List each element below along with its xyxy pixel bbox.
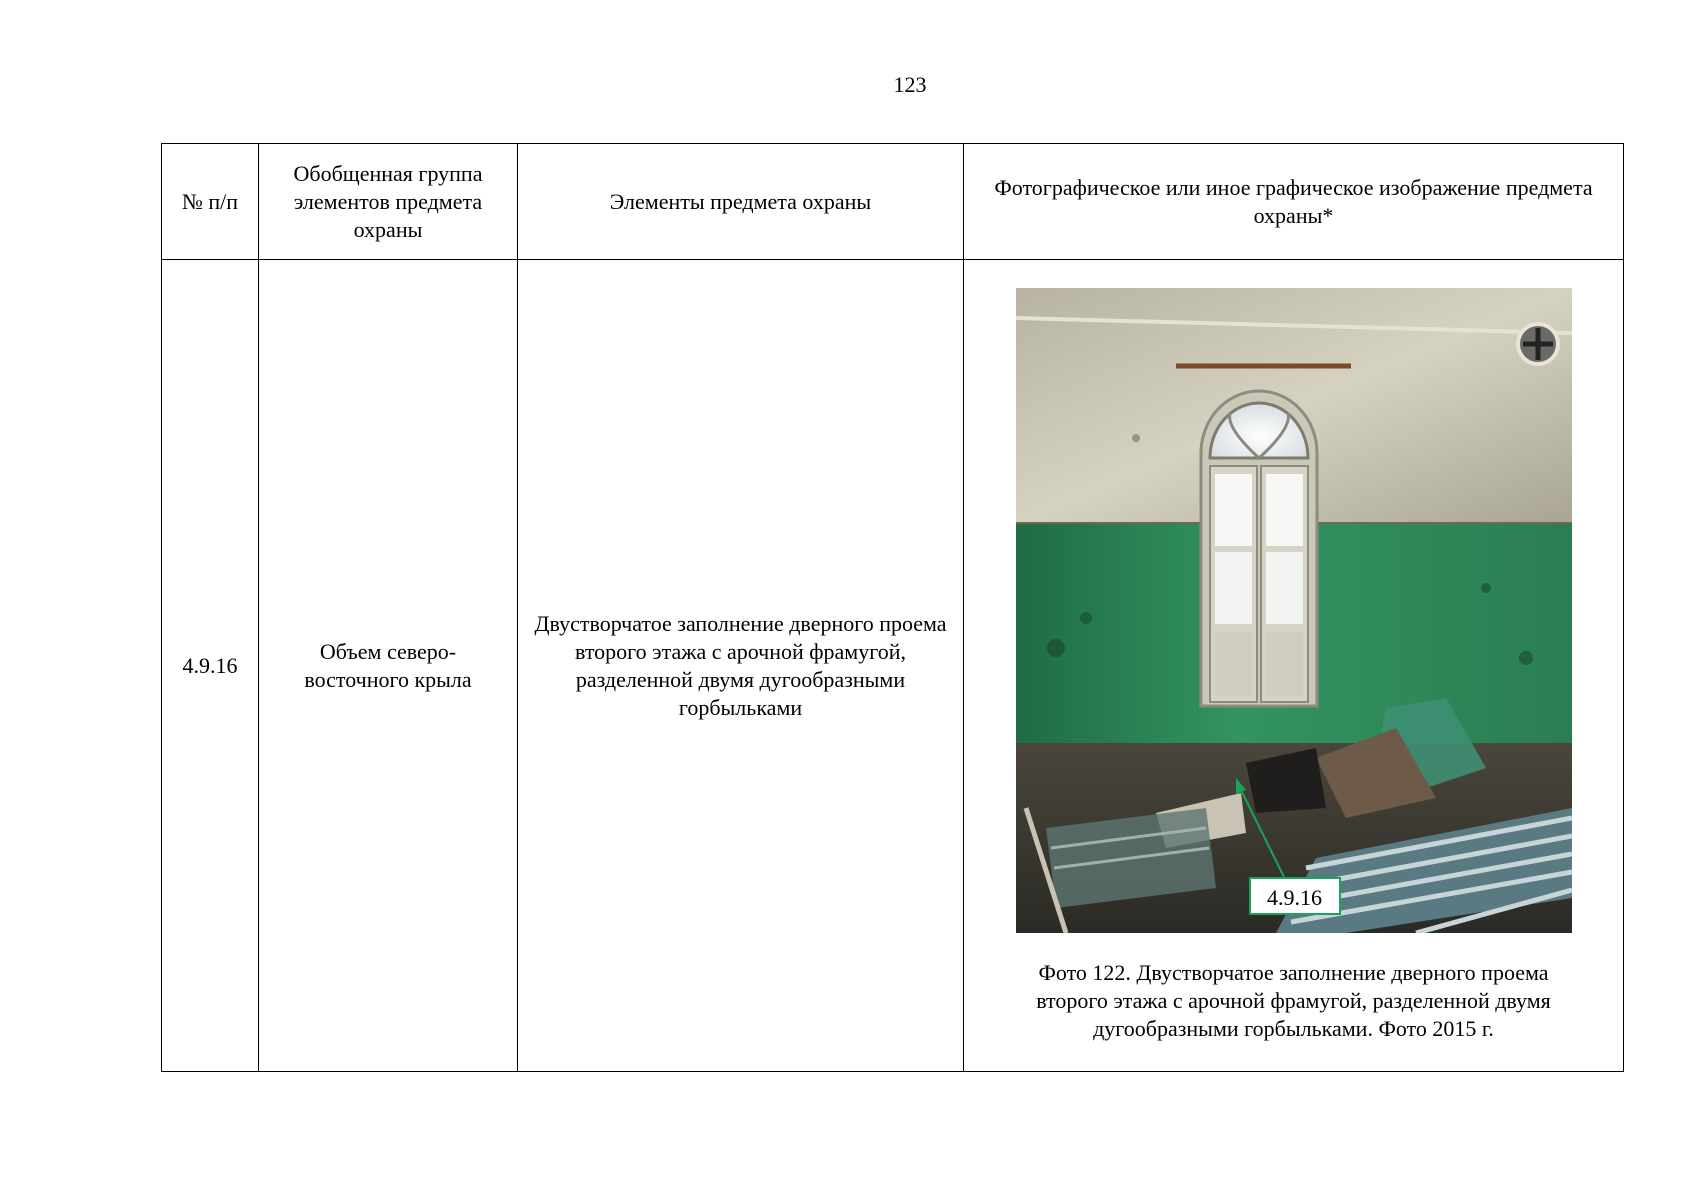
photo-caption: Фото 122. Двустворчатое заполнение дверного проема второго этажа с арочной фрамугой, разделенной двумя дугообразными горбыльками. Фото 2015 г. bbox=[1036, 960, 1551, 1041]
header-image: Фотографическое или иное графическое изображение предмета охраны* bbox=[964, 144, 1624, 260]
photo-callout-label: 4.9.16 bbox=[1249, 877, 1341, 915]
photo-cell bbox=[964, 260, 1624, 1072]
photo-frame bbox=[1016, 288, 1572, 933]
page-number: 123 bbox=[893, 72, 927, 97]
row-element: Двустворчатое заполнение дверного проема второго этажа с арочной фрамугой, разделенной двумя дугообразными горбыльками bbox=[518, 260, 964, 1072]
door-pane bbox=[1215, 474, 1252, 546]
row-number: 4.9.16 bbox=[162, 260, 259, 1072]
table-header-row bbox=[162, 144, 1624, 260]
door-pane bbox=[1266, 474, 1303, 546]
table-row bbox=[162, 260, 1624, 1072]
protection-elements-table bbox=[161, 143, 1624, 1072]
door-pane bbox=[1266, 552, 1303, 624]
header-number: № п/п bbox=[162, 144, 259, 260]
door-pane bbox=[1215, 552, 1252, 624]
header-elements: Элементы предмета охраны bbox=[518, 144, 964, 260]
row-group: Объем северо-восточного крыла bbox=[259, 260, 518, 1072]
room-door-photo bbox=[1016, 288, 1572, 933]
header-group: Обобщенная группа элементов предмета охраны bbox=[259, 144, 518, 260]
